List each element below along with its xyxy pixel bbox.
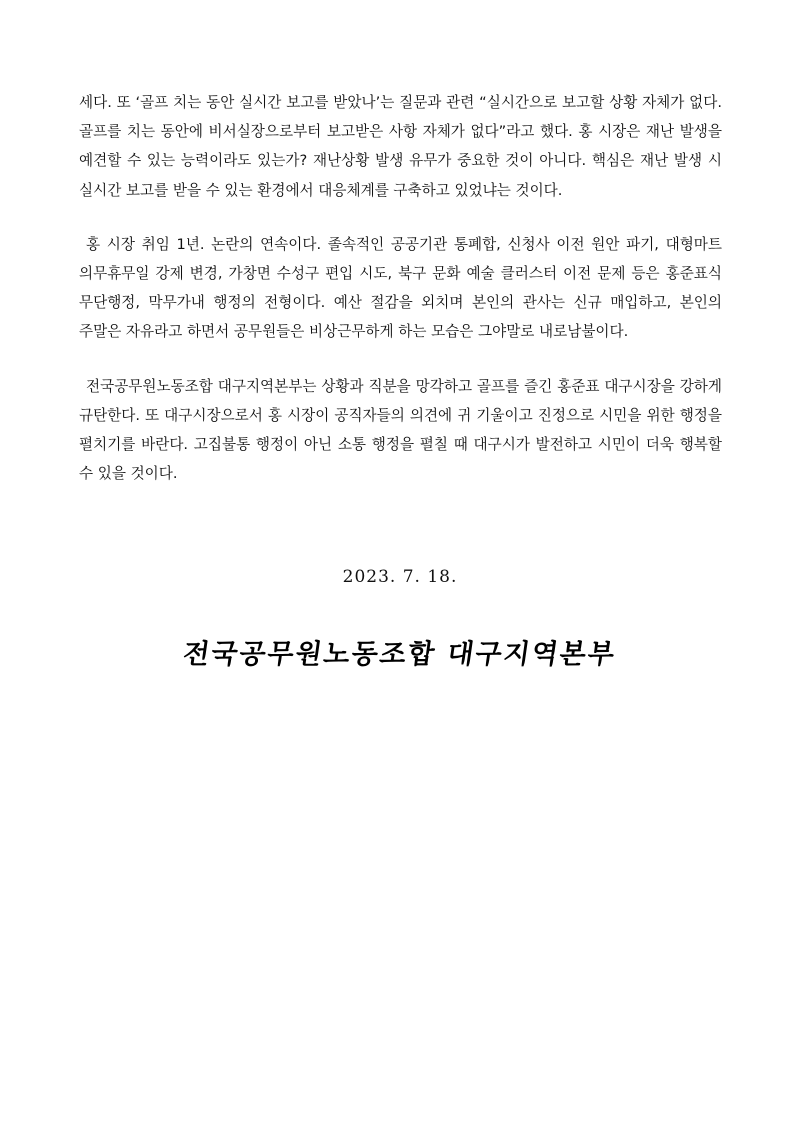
- document-body: [79, 88, 722, 488]
- signature: 전국공무원노동조합 대구지역본부: [181, 639, 619, 670]
- paragraph-3: 전국공무원노동조합 대구지역본부는 상황과 직분을 망각하고 골프를 즐긴 홍준표 대구시장을 강하게 규탄한다. 또 대구시장으로서 홍 시장이 공직자들의 의견에 귀 기울이고 진정으로 시민을 위한 행정을 펼치기를 바란다. 고집불통 행정이 아닌 소통 행정을 펼칠 때 대구시가 발전하고 시민이 더욱 행복할 수 있을 것이다.: [79, 377, 722, 483]
- document-date: 2023. 7. 18.: [342, 567, 458, 587]
- paragraph-2: 홍 시장 취임 1년. 논란의 연속이다. 졸속적인 공공기관 통폐합, 신청사 이전 원안 파기, 대형마트 의무휴무일 강제 변경, 가창면 수성구 편입 시도, 북구 문화 예술 클러스터 이전 문제 등은 홍준표식 무단행정, 막무가내 행정의 전형이다. 예산 절감을 외치며 본인의 관사는 신규 매입하고, 본인의 주말은 자유라고 하면서 공무원들은 비상근무하게 하는 모습은 그야말로 내로남불이다.: [79, 235, 722, 341]
- paragraph-1: 세다. 또 ‘골프 치는 동안 실시간 보고를 받았나’는 질문과 관련 “실시간으로 보고할 상황 자체가 없다. 골프를 치는 동안에 비서실장으로부터 보고받은 사항 자체가 없다”라고 했다. 홍 시장은 재난 발생을 예견할 수 있는 능력이라도 있는가? 재난상황 발생 유무가 중요한 것이 아니다. 핵심은 재난 발생 시 실시간 보고를 받을 수 있는 환경에서 대응체계를 구축하고 있었냐는 것이다.: [79, 94, 722, 199]
